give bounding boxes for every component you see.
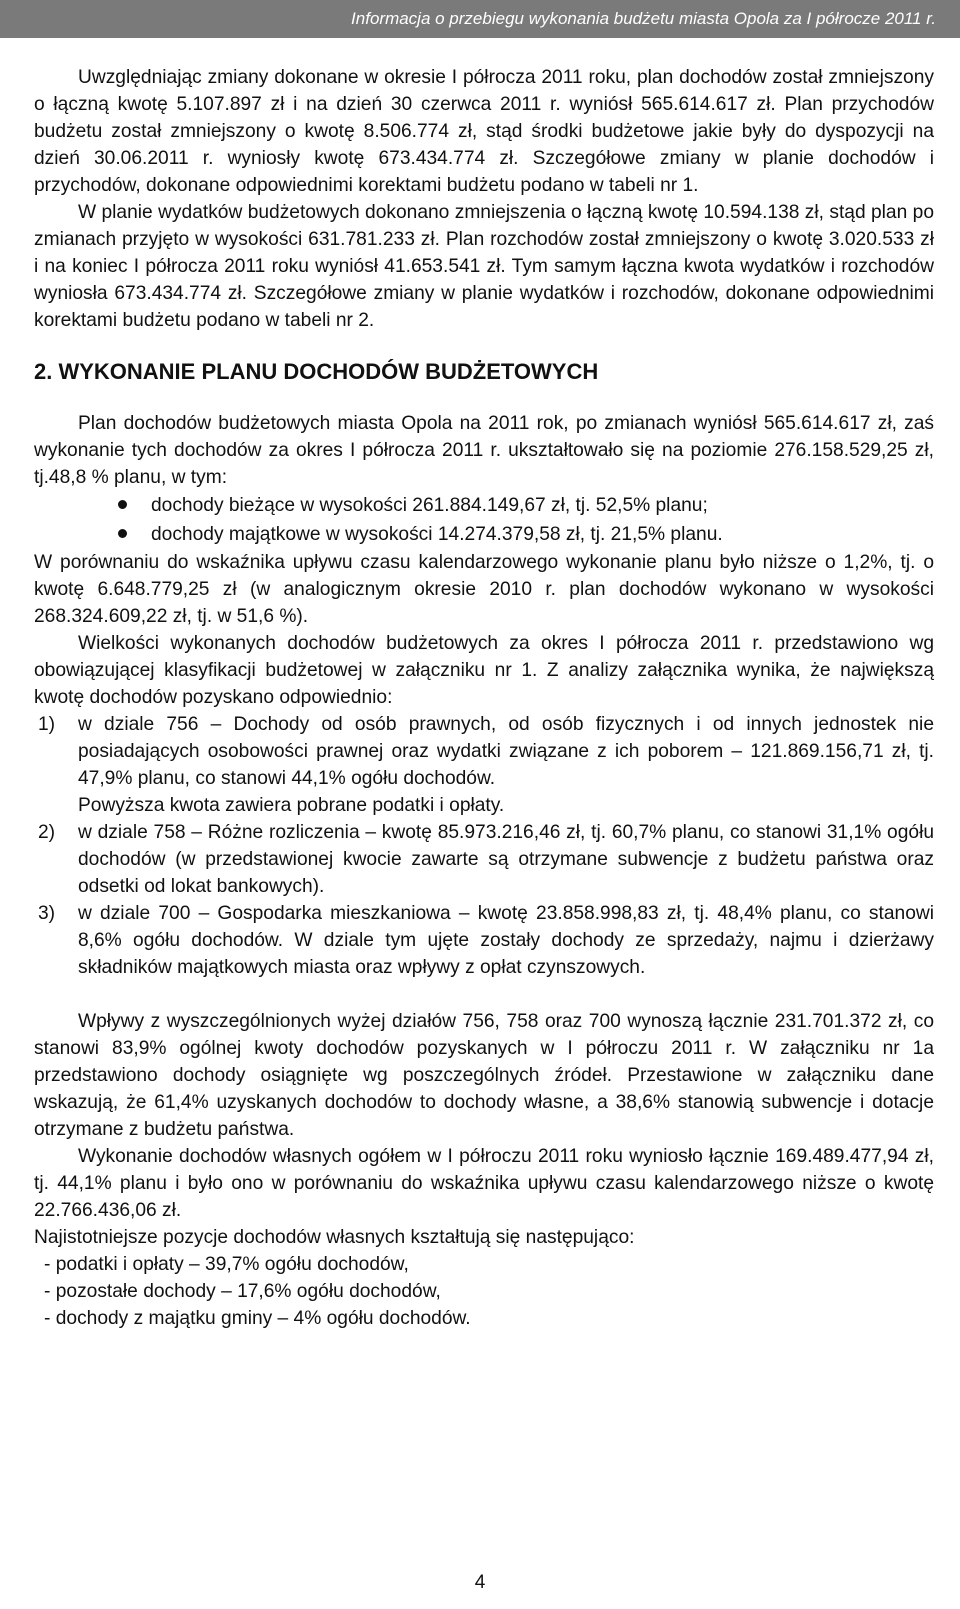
section-heading: 2. WYKONANIE PLANU DOCHODÓW BUDŻETOWYCH xyxy=(34,359,599,384)
section-paragraph-6: Najistotniejsze pozycje dochodów własnych kształtują się następująco: xyxy=(34,1227,635,1248)
item-text: w dziale 700 – Gospodarka mieszkaniowa – kwotę 23.858.998,83 zł, tj. 48,4% planu, co stanowi 8,6% ogółu dochodów. W dziale tym ujęte zostały dochody ze sprzedaży, najmu i dzierżawy składników majątkowych miasta oraz wpływy z opłat czynszowych. xyxy=(78,903,934,978)
bullet-item: dochody bieżące w wysokości 261.884.149,67 zł, tj. 52,5% planu; xyxy=(34,491,934,520)
dash-list xyxy=(34,1251,934,1332)
numbered-list xyxy=(34,711,934,981)
page-number: 4 xyxy=(474,1572,486,1593)
dash-item: - podatki i opłaty – 39,7% ogółu dochodów, xyxy=(44,1254,409,1275)
item-number: 3) xyxy=(38,903,56,924)
numbered-item-1 xyxy=(34,711,934,819)
page-header xyxy=(0,0,960,38)
header-title: Informacja o przebiegu wykonania budżetu miasta Opola za I półrocze 2011 r. xyxy=(351,9,936,28)
document-body xyxy=(34,64,934,1332)
intro-paragraph-1: Uwzględniając zmiany dokonane w okresie I półrocza 2011 roku, plan dochodów został zmniejszony o łączną kwotę 5.107.897 zł i na dzień 30 czerwca 2011 r. wyniósł 565.614.617 zł. Plan przychodów budżetu został zmniejszony o kwotę 8.506.774 zł, stąd środki budżetowe jakie były do dyspozycji na dzień 30.06.2011 r. wyniosły kwotę 673.434.774 zł. Szczegółowe zmiany w planie dochodów i przychodów, dokonane odpowiednimi korektami budżetu podano w tabeli nr 1. xyxy=(34,67,934,196)
numbered-item-3 xyxy=(34,900,934,981)
bullet-item: dochody majątkowe w wysokości 14.274.379,58 zł, tj. 21,5% planu. xyxy=(34,520,934,549)
dash-item: - dochody z majątku gminy – 4% ogółu dochodów. xyxy=(44,1308,471,1329)
intro-paragraph-2: W planie wydatków budżetowych dokonano zmniejszenia o łączną kwotę 10.594.138 zł, stąd plan po zmianach przyjęto w wysokości 631.781.233 zł. Plan rozchodów został zmniejszony o kwotę 3.020.533 zł i na koniec I półrocza 2011 roku wyniósł 41.653.541 zł. Tym samym łączna kwota wydatków i rozchodów wyniosła 673.434.774 zł. Szczegółowe zmiany w planie wydatków i rozchodów, dokonane odpowiednimi korektami budżetu podano w tabeli nr 2. xyxy=(34,202,934,331)
section-paragraph-3: Wielkości wykonanych dochodów budżetowych za okres I półrocza 2011 r. przedstawiono wg obowiązującej klasyfikacji budżetowej w załączniku nr 1. Z analizy załącznika wynika, że największą kwotę dochodów pozyskano odpowiednio: xyxy=(34,633,934,708)
numbered-item-2 xyxy=(34,819,934,900)
item-text: w dziale 758 – Różne rozliczenia – kwotę 85.973.216,46 zł, tj. 60,7% planu, co stanowi 31,1% ogółu dochodów (w przedstawionej kwocie zawarte są otrzymane subwencje z budżetu państwa oraz odsetki od lokat bankowych). xyxy=(78,822,934,897)
bullet-icon xyxy=(118,529,127,538)
bullet-icon xyxy=(118,500,127,509)
item-number: 1) xyxy=(38,714,56,735)
section-paragraph-5: Wykonanie dochodów własnych ogółem w I półroczu 2011 roku wyniosło łącznie 169.489.477,94 zł, tj. 44,1% planu i było ono w porównaniu do wskaźnika upływu czasu kalendarzowego niższe o kwotę 22.766.436,06 zł. xyxy=(34,1146,934,1221)
section-paragraph-1: Plan dochodów budżetowych miasta Opola na 2011 rok, po zmianach wyniósł 565.614.617 zł, zaś wykonanie tych dochodów za okres I półrocza 2011 r. ukształtowało się na poziomie 276.158.529,25 zł, tj.48,8 % planu, w tym: xyxy=(34,413,934,488)
section-paragraph-2: W porównaniu do wskaźnika upływu czasu kalendarzowego wykonanie planu było niższe o 1,2%, tj. o kwotę 6.648.779,25 zł (w analogicznym okresie 2010 r. plan dochodów wykonano w wysokości 268.324.609,22 zł, tj. w 51,6 %). xyxy=(34,552,934,627)
section-paragraph-4: Wpływy z wyszczególnionych wyżej działów 756, 758 oraz 700 wynoszą łącznie 231.701.372 zł, co stanowi 83,9% ogólnej kwoty dochodów pozyskanych w I półroczu 2011 r. W załączniku nr 1a przedstawiono dochody osiągnięte wg poszczególnych źródeł. Przestawione w załączniku dane wskazują, że 61,4% uzyskanych dochodów to dochody własne, a 38,6% stanowią subwencje i dotacje otrzymane z budżetu państwa. xyxy=(34,1011,934,1140)
item-text: w dziale 756 – Dochody od osób prawnych, od osób fizycznych i od innych jednostek nie posiadających osobowości prawnej oraz wydatki związane z ich poborem – 121.869.156,71 zł, tj. 47,9% planu, co stanowi 44,1% ogółu dochodów. xyxy=(78,714,934,789)
dash-item: - pozostałe dochody – 17,6% ogółu dochodów, xyxy=(44,1281,441,1302)
item-extra: Powyższa kwota zawiera pobrane podatki i opłaty. xyxy=(78,795,505,816)
item-number: 2) xyxy=(38,822,56,843)
bullet-list xyxy=(34,491,934,549)
